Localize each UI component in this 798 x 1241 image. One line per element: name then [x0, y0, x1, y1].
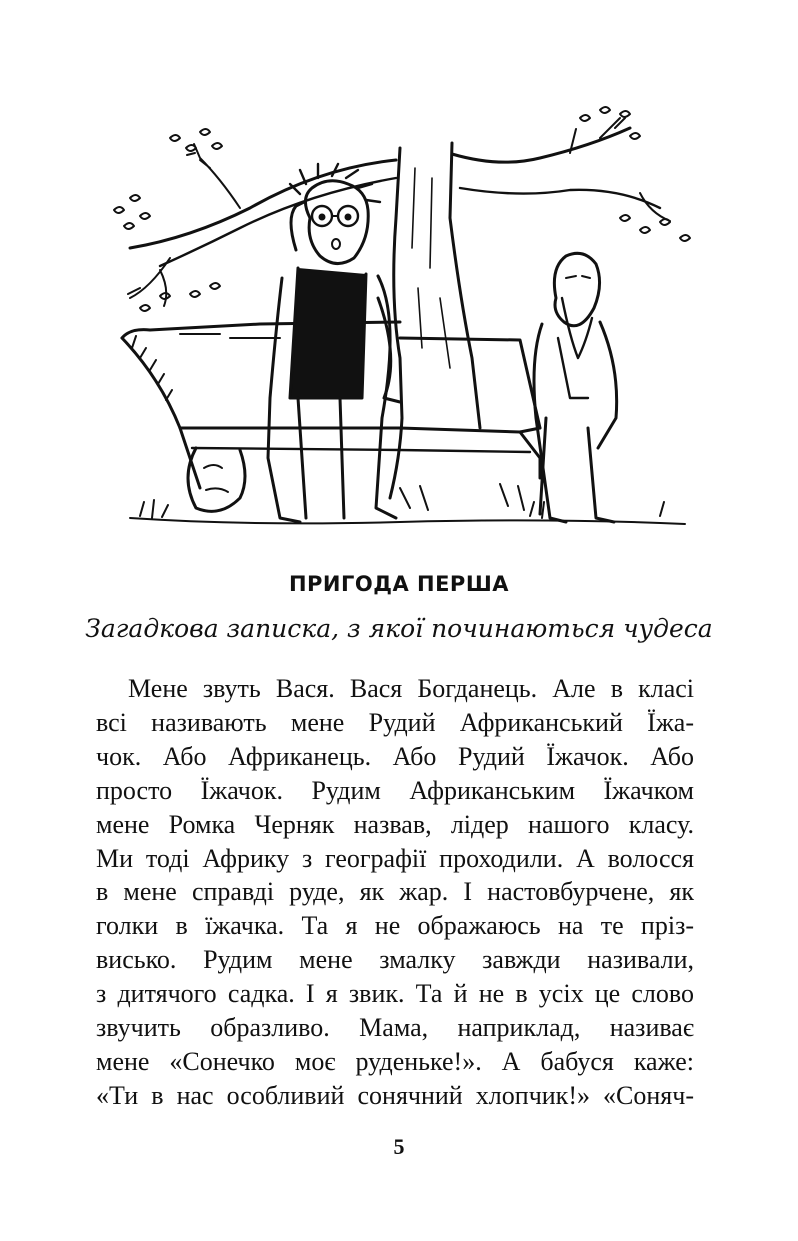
text-line: мене «Сонечко моє руденьке!». А бабуся каже: [96, 1046, 694, 1076]
text-line: Ми тоді Африку з географії проходили. А волосся [96, 843, 694, 873]
text-line: чок. Або Африканець. Або Рудий Їжачок. Або [96, 741, 694, 771]
body-paragraph [96, 672, 694, 1113]
text-line: «Ти в нас особливий сонячний хлопчик!» «Соняч- [96, 1080, 694, 1110]
text-line: в мене справді руде, як жар. І настовбурчене, як [96, 877, 694, 907]
text-line: з дитячого садка. І я звик. Та й не в усіх це слово [96, 979, 694, 1009]
text-line: всі називають мене Рудий Африканський Їжа- [96, 707, 694, 737]
text-line: звучить образливо. Мама, наприклад, називає [96, 1013, 694, 1043]
text-line: висько. Рудим мене змалку завжди називали, [96, 945, 694, 975]
chapter-subtitle: Загадкова записка, з якої починаються чудеса [85, 614, 713, 643]
text-line: голки в їжачка. Та я не ображаюсь на те пріз- [96, 911, 694, 941]
text-line: мене Ромка Черняк назвав, лідер нашого класу. [96, 809, 694, 839]
chapter-illustration [100, 98, 700, 546]
chapter-heading: ПРИГОДА ПЕРША [288, 572, 510, 596]
text-line: Мене звуть Вася. Вася Богданець. Але в класі [128, 674, 694, 703]
text-line: просто Їжачок. Рудим Африканським Їжачком [96, 775, 694, 805]
page-number: 5 [393, 1134, 405, 1159]
